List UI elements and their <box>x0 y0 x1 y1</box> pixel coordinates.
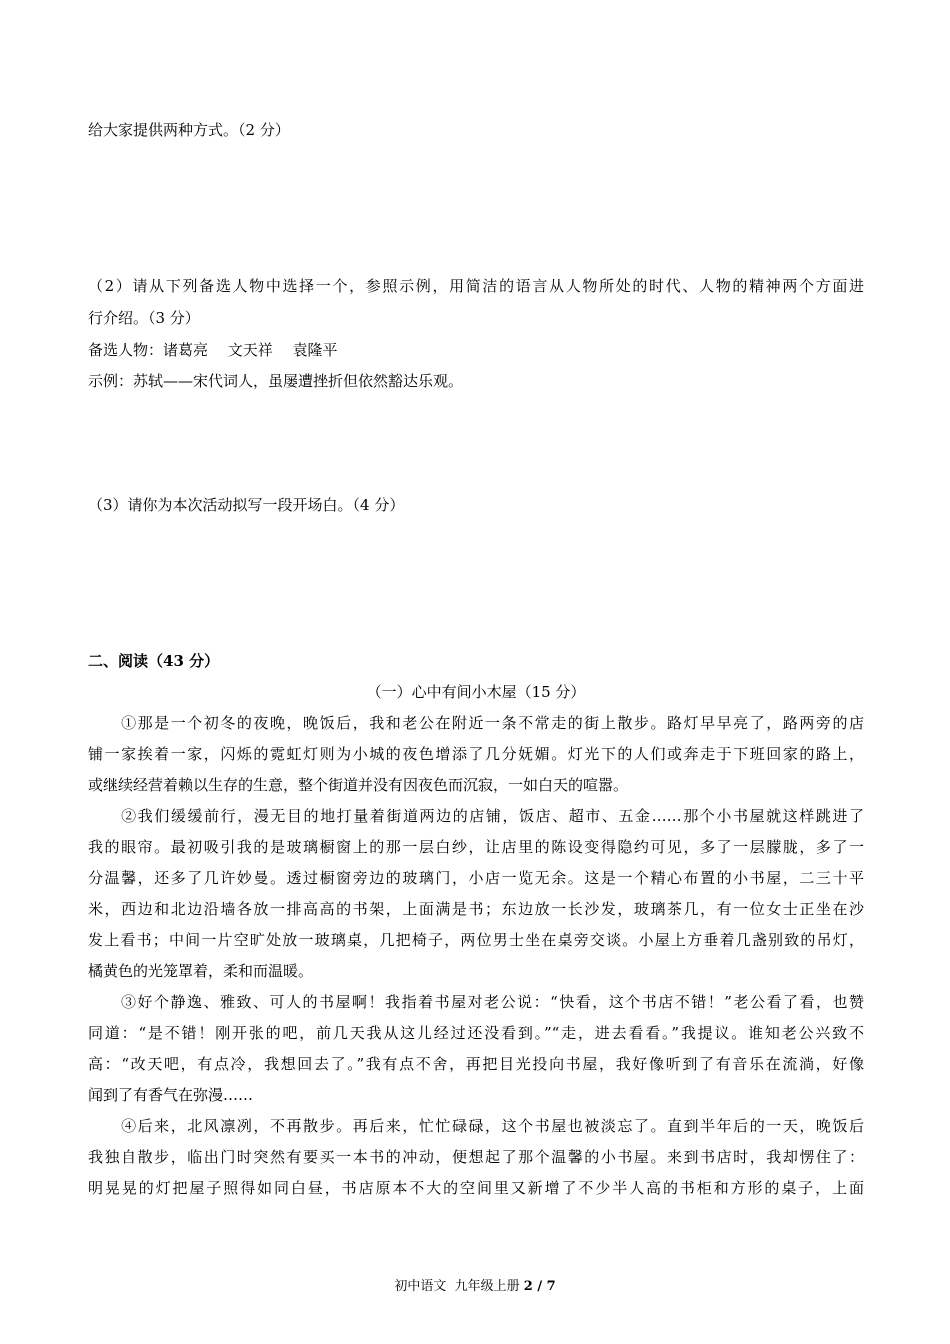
section-title: 二、阅读（43 分） <box>88 652 220 670</box>
paragraph-2-line-4: 米，西边和北边沿墙各放一排高高的书架，上面满是书；东边放一长沙发，玻璃茶几，有一位女士正坐在沙 <box>88 900 864 918</box>
paragraph-3-line-2: 同道：“是不错！刚开张的吧，前几天我从这儿经过还没看到。”“走，进去看看。”我提议。谁知老公兴致不 <box>88 1024 864 1042</box>
paragraph-3-line-1: ③好个静逸、雅致、可人的书屋啊！我指着书屋对老公说：“快看，这个书店不错！”老公看了看，也赞 <box>88 993 864 1011</box>
paragraph-2-line-5: 发上看书；中间一片空旷处放一玻璃桌，几把椅子，两位男士坐在桌旁交谈。小屋上方垂着几盏别致的吊灯， <box>88 931 864 949</box>
footer-label: 初中语文 九年级上册 <box>394 1279 520 1294</box>
question1-tail: 给大家提供两种方式。（2 分） <box>88 121 290 139</box>
paragraph-1-line-2: 铺一家挨着一家，闪烁的霓虹灯则为小城的夜色增添了几分妩媚。灯光下的人们或奔走于下班回家的路上， <box>88 745 864 763</box>
paragraph-2-line-2: 我的眼帘。最初吸引我的是玻璃橱窗上的那一层白纱，让店里的陈设变得隐约可见，多了一层朦胧，多了一 <box>88 838 864 856</box>
question2-candidates: 备选人物：诸葛亮 文天祥 袁隆平 <box>88 341 338 359</box>
paragraph-2-line-3: 分温馨，还多了几许妙曼。透过橱窗旁边的玻璃门，小店一览无余。这是一个精心布置的小书屋，二三十平 <box>88 869 864 887</box>
paragraph-2-line-6: 橘黄色的光笼罩着，柔和而温暖。 <box>88 962 314 980</box>
paragraph-2-line-1: ②我们缓缓前行，漫无目的地打量着街道两边的店铺，饭店、超市、五金……那个小书屋就这样跳进了 <box>88 807 864 825</box>
question3: （3）请你为本次活动拟写一段开场白。（4 分） <box>88 496 405 514</box>
question2-line1: （2）请从下列备选人物中选择一个，参照示例，用简洁的语言从人物所处的时代、人物的精神两个方面进 <box>88 277 864 295</box>
paragraph-4-line-2: 我独自散步，临出门时突然有要买一本书的冲动，便想起了那个温馨的小书屋。来到书店时，我却愣住了： <box>88 1148 864 1166</box>
question2-line2: 行介绍。（3 分） <box>88 309 200 327</box>
paragraph-3-line-3: 高：“改天吧，有点冷，我想回去了。”我有点不舍，再把目光投向书屋，我好像听到了有音乐在流淌，好像 <box>88 1055 864 1073</box>
article-title: （一）心中有间小木屋（15 分） <box>366 683 586 701</box>
page-footer <box>0 1278 950 1296</box>
paragraph-1-line-3: 或继续经营着赖以生存的生意，整个街道并没有因夜色而沉寂，一如白天的喧嚣。 <box>88 776 629 794</box>
paragraph-3-line-4: 闻到了有香气在弥漫…… <box>88 1086 254 1104</box>
paragraph-4-line-1: ④后来，北风凛冽，不再散步。再后来，忙忙碌碌，这个书屋也被淡忘了。直到半年后的一天，晚饭后 <box>88 1117 864 1135</box>
paragraph-1-line-1: ①那是一个初冬的夜晚，晚饭后，我和老公在附近一条不常走的街上散步。路灯早早亮了，路两旁的店 <box>88 714 864 732</box>
page-number: 2 / 7 <box>523 1279 556 1294</box>
paragraph-4-line-3: 明晃晃的灯把屋子照得如同白昼，书店原本不大的空间里又新增了不少半人高的书柜和方形的桌子，上面 <box>88 1179 864 1197</box>
question2-example: 示例：苏轼——宋代词人，虽屡遭挫折但依然豁达乐观。 <box>88 372 464 390</box>
